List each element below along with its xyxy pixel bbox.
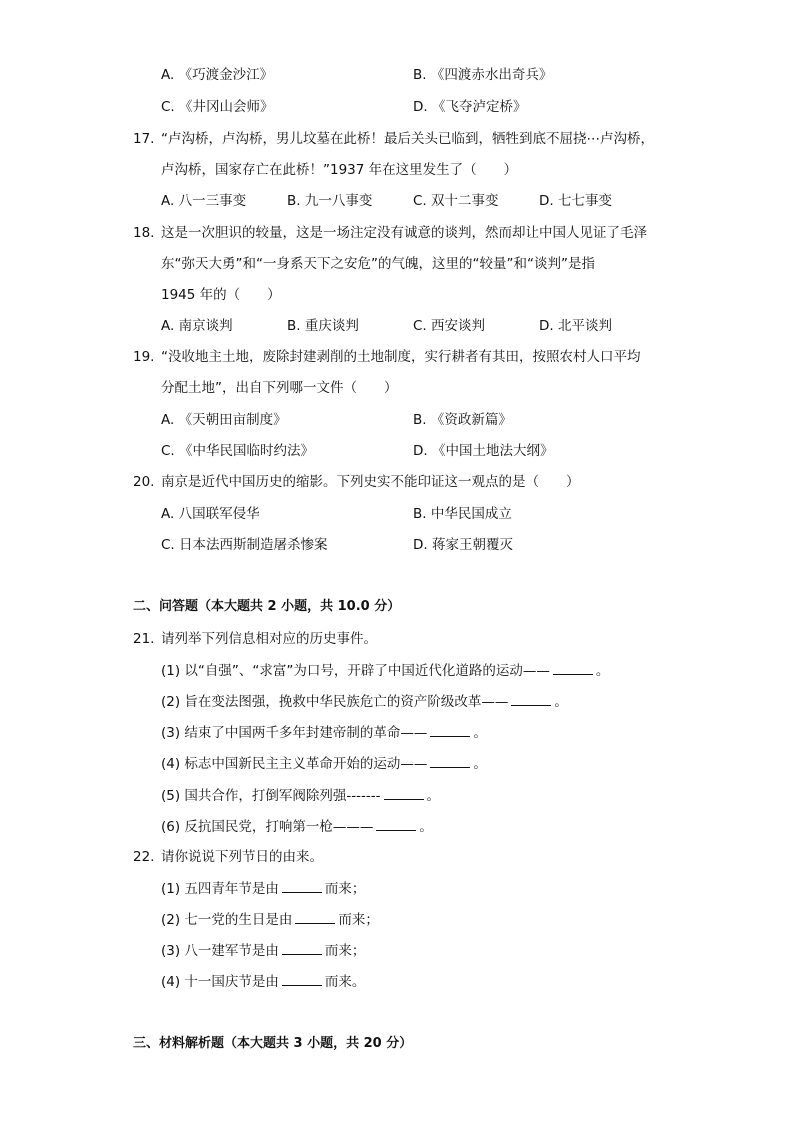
q17-option-d: D. 七七事变 [539,193,612,209]
answer-blank[interactable] [282,941,322,955]
q17-number: 17. [133,131,155,147]
q20-option-d: D. 蒋家王朝覆灭 [413,537,513,553]
q20-option-c: C. 日本法西斯制造屠杀惨案 [161,537,328,553]
q20-number: 20. [133,474,155,490]
q17-stem-line1: “卢沟桥，卢沟桥，男儿坟墓在此桥！最后关头已临到，牺牲到底不屈挠⋯卢沟桥， [161,131,654,147]
q18-option-a: A. 南京谈判 [161,318,233,334]
q19-option-b: B. 《资政新篇》 [413,412,512,428]
q16-option-d: D. 《飞夺泸定桥》 [413,99,527,115]
q16-option-b: B. 《四渡赤水出奇兵》 [413,67,553,83]
q20-stem-line1: 南京是近代中国历史的缩影。下列史实不能印证这一观点的是（ ） [161,474,580,490]
q18-option-b: B. 重庆谈判 [287,318,359,334]
q20-option-b: B. 中华民国成立 [413,506,512,522]
q18-number: 18. [133,225,155,241]
q17-option-c: C. 双十二事变 [413,193,499,209]
q18-stem-line3: 1945 年的（ ） [161,287,281,303]
q19-number: 19. [133,349,155,365]
q21-item-6: (6) 反抗国民党，打响第一枪——— 。 [161,819,433,835]
q18-stem-line2: 东“弥天大勇”和“一身系天下之安危”的气魄，这里的“较量”和“谈判”是指 [161,256,595,272]
q22-stem: 请你说说下列节日的由来。 [161,849,323,865]
answer-blank[interactable] [384,786,424,800]
answer-blank[interactable] [282,972,322,986]
q17-option-b: B. 九一八事变 [287,193,373,209]
section-2-heading: 二、问答题（本大题共 2 小题，共 10.0 分） [133,599,401,614]
answer-blank[interactable] [376,817,416,831]
q21-stem: 请列举下列信息相对应的历史事件。 [161,631,377,647]
answer-blank[interactable] [282,879,322,893]
q21-item-3: (3) 结束了中国两千多年封建帝制的革命—— 。 [161,725,487,741]
q19-option-c: C. 《中华民国临时约法》 [161,443,315,459]
q19-option-d: D. 《中国土地法大纲》 [413,443,554,459]
section-3-heading: 三、材料解析题（本大题共 3 小题，共 20 分） [133,1036,413,1051]
q16-option-c: C. 《井冈山会师》 [161,99,274,115]
q22-item-4: (4) 十一国庆节是由 而来。 [161,974,366,990]
q18-option-d: D. 北平谈判 [539,318,612,334]
q16-option-a: A. 《巧渡金沙江》 [161,67,274,83]
q21-item-5: (5) 国共合作，打倒军阀除列强------- 。 [161,788,441,804]
q22-item-1: (1) 五四青年节是由 而来； [161,881,366,897]
q21-item-4: (4) 标志中国新民主主义革命开始的运动—— 。 [161,756,487,772]
q19-stem-line1: “没收地主土地，废除封建剥削的土地制度，实行耕者有其田，按照农村人口平均 [161,349,641,365]
answer-blank[interactable] [511,692,551,706]
q18-stem-line1: 这是一次胆识的较量，这是一场注定没有诚意的谈判，然而却让中国人见证了毛泽 [161,225,647,241]
q19-option-a: A. 《天朝田亩制度》 [161,412,287,428]
answer-blank[interactable] [430,723,470,737]
q20-option-a: A. 八国联军侵华 [161,506,260,522]
q22-item-3: (3) 八一建军节是由 而来； [161,943,366,959]
q18-option-c: C. 西安谈判 [413,318,486,334]
q21-number: 21. [133,631,155,647]
q19-stem-line2: 分配土地”，出自下列哪一文件（ ） [161,380,398,396]
q22-number: 22. [133,849,155,865]
answer-blank[interactable] [295,910,335,924]
q21-item-1: (1) 以“自强”、“求富”为口号，开辟了中国近代化道路的运动—— 。 [161,663,610,679]
q17-stem-line2: 卢沟桥，国家存亡在此桥！”1937 年在这里发生了（ ） [161,162,518,178]
q22-item-2: (2) 七一党的生日是由 而来； [161,912,379,928]
q17-option-a: A. 八一三事变 [161,193,247,209]
answer-blank[interactable] [430,754,470,768]
answer-blank[interactable] [553,661,593,675]
q21-item-2: (2) 旨在变法图强，挽救中华民族危亡的资产阶级改革—— 。 [161,694,568,710]
